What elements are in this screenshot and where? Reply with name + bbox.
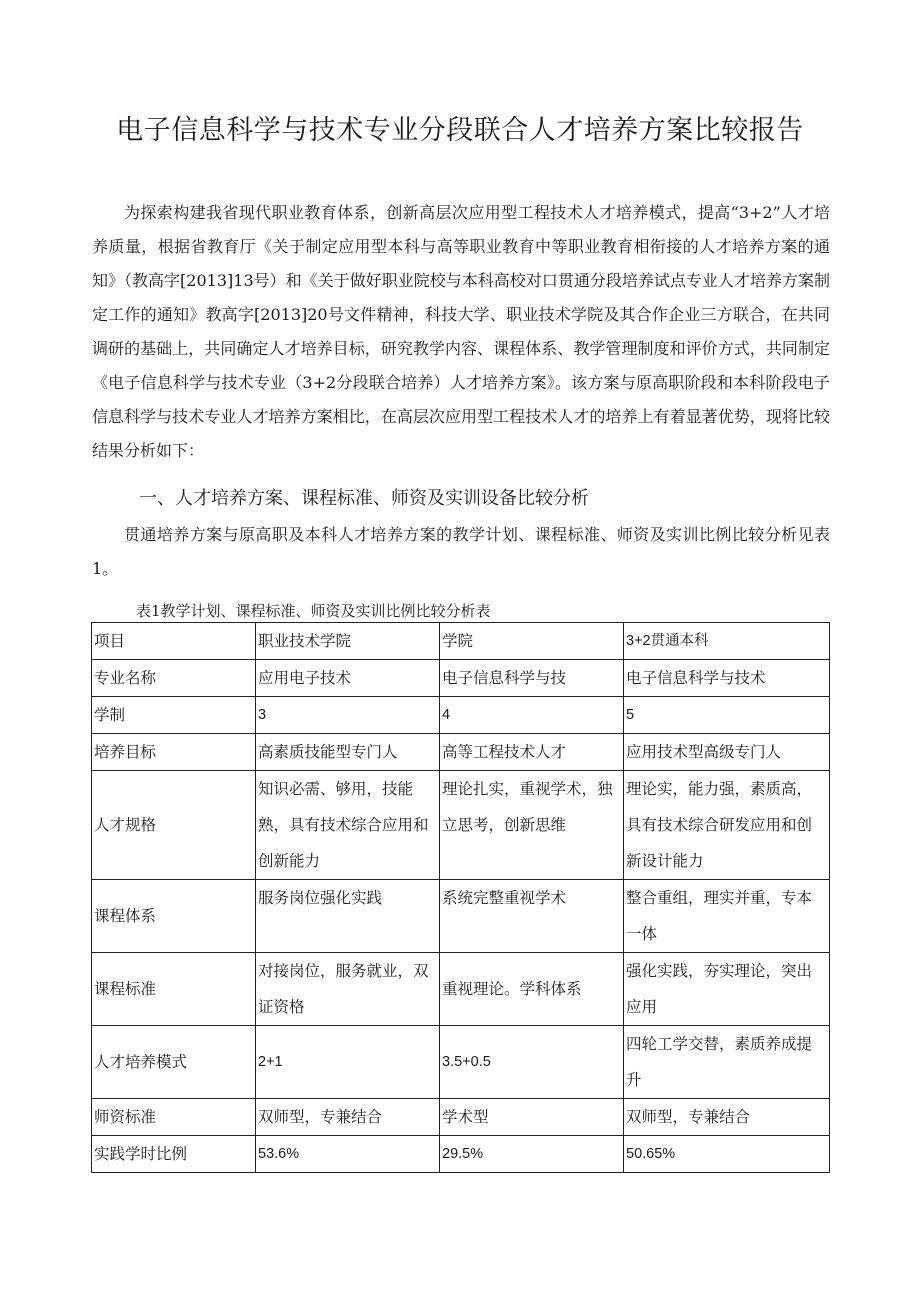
comparison-table	[91, 622, 830, 1173]
table-row	[92, 734, 830, 771]
table-cell: 双师型，专兼结合	[256, 1099, 440, 1136]
table-row	[92, 1099, 830, 1136]
table-cell: 3.5+0.5	[440, 1026, 624, 1099]
table-cell: 高素质技能型专门人	[256, 734, 440, 771]
table-cell: 5	[624, 697, 830, 734]
table-cell: 学术型	[440, 1099, 624, 1136]
table-cell: 2+1	[256, 1026, 440, 1099]
table-cell: 理论扎实，重视学术，独立思考，创新思维	[440, 771, 624, 880]
table-row	[92, 1026, 830, 1099]
table-caption: 表1教学计划、课程标准、师资及实训比例比较分析表	[136, 602, 491, 620]
table-row	[92, 660, 830, 697]
table-cell: 双师型，专兼结合	[624, 1099, 830, 1136]
table-cell: 服务岗位强化实践	[256, 880, 440, 953]
table-cell: 29.5%	[440, 1136, 624, 1173]
table-header-cell: 3+2贯通本科	[624, 623, 830, 660]
table-row-label: 学制	[92, 697, 256, 734]
section-heading: 一、人才培养方案、课程标准、师资及实训设备比较分析	[139, 488, 589, 509]
table-row-label: 实践学时比例	[92, 1136, 256, 1173]
table-cell: 应用技术型高级专门人	[624, 734, 830, 771]
table-row	[92, 697, 830, 734]
section-paragraph: 贯通培养方案与原高职及本科人才培养方案的教学计划、课程标准、师资及实训比例比较分析见表1。	[92, 525, 830, 578]
table-cell: 系统完整重视学术	[440, 880, 624, 953]
table-cell: 整合重组，理实并重，专本一体	[624, 880, 830, 953]
intro-paragraph: 为探索构建我省现代职业教育体系，创新高层次应用型工程技术人才培养模式，提高“3+2”人才培养质量，根据省教育厅《关于制定应用型本科与高等职业教育中等职业教育相衔接的人才培养方案的通知》（教高字[2013]13号）和《关于做好职业院校与本科高校对口贯通分段培养试点专业人才培养方案制定工作的通知》教高字[2013]20号文件精神，科技大学、职业技术学院及其合作企业三方联合，在共同调研的基础上，共同确定人才培养目标，研究教学内容、课程体系、教学管理制度和评价方式，共同制定《电子信息科学与技术专业（3+2分段联合培养）人才培养方案》。该方案与原高职阶段和本科阶段电子信息科学与技术专业人才培养方案相比，在高层次应用型工程技术人才的培养上有着显著优势，现将比较结果分析如下：	[92, 203, 830, 460]
table-cell: 电子信息科学与技术	[624, 660, 830, 697]
table-cell: 50.65%	[624, 1136, 830, 1173]
document-title: 电子信息科学与技术专业分段联合人才培养方案比较报告	[116, 115, 804, 146]
table-row-label: 人才培养模式	[92, 1026, 256, 1099]
table-cell: 理论实，能力强，素质高，具有技术综合研发应用和创新设计能力	[624, 771, 830, 880]
table-header-cell: 学院	[440, 623, 624, 660]
table-cell: 应用电子技术	[256, 660, 440, 697]
table-cell: 53.6%	[256, 1136, 440, 1173]
table-header-row	[92, 623, 830, 660]
table-cell: 强化实践，夯实理论，突出应用	[624, 953, 830, 1026]
table-row-label: 师资标准	[92, 1099, 256, 1136]
table-cell: 知识必需、够用，技能熟，具有技术综合应用和创新能力	[256, 771, 440, 880]
table-cell: 高等工程技术人才	[440, 734, 624, 771]
table-row	[92, 1136, 830, 1173]
table-row	[92, 771, 830, 880]
table-cell: 3	[256, 697, 440, 734]
table-row	[92, 953, 830, 1026]
table-header-cell: 职业技术学院	[256, 623, 440, 660]
table-row-label: 课程标准	[92, 953, 256, 1026]
table-cell: 重视理论。学科体系	[440, 953, 624, 1026]
table-row-label: 培养目标	[92, 734, 256, 771]
table-row	[92, 880, 830, 953]
table-cell: 电子信息科学与技	[440, 660, 624, 697]
table-cell: 对接岗位，服务就业，双证资格	[256, 953, 440, 1026]
table-row-label: 专业名称	[92, 660, 256, 697]
table-cell: 4	[440, 697, 624, 734]
table-row-label: 课程体系	[92, 880, 256, 953]
table-cell: 四轮工学交替，素质养成提升	[624, 1026, 830, 1099]
table-header-cell: 项目	[92, 623, 256, 660]
table-row-label: 人才规格	[92, 771, 256, 880]
